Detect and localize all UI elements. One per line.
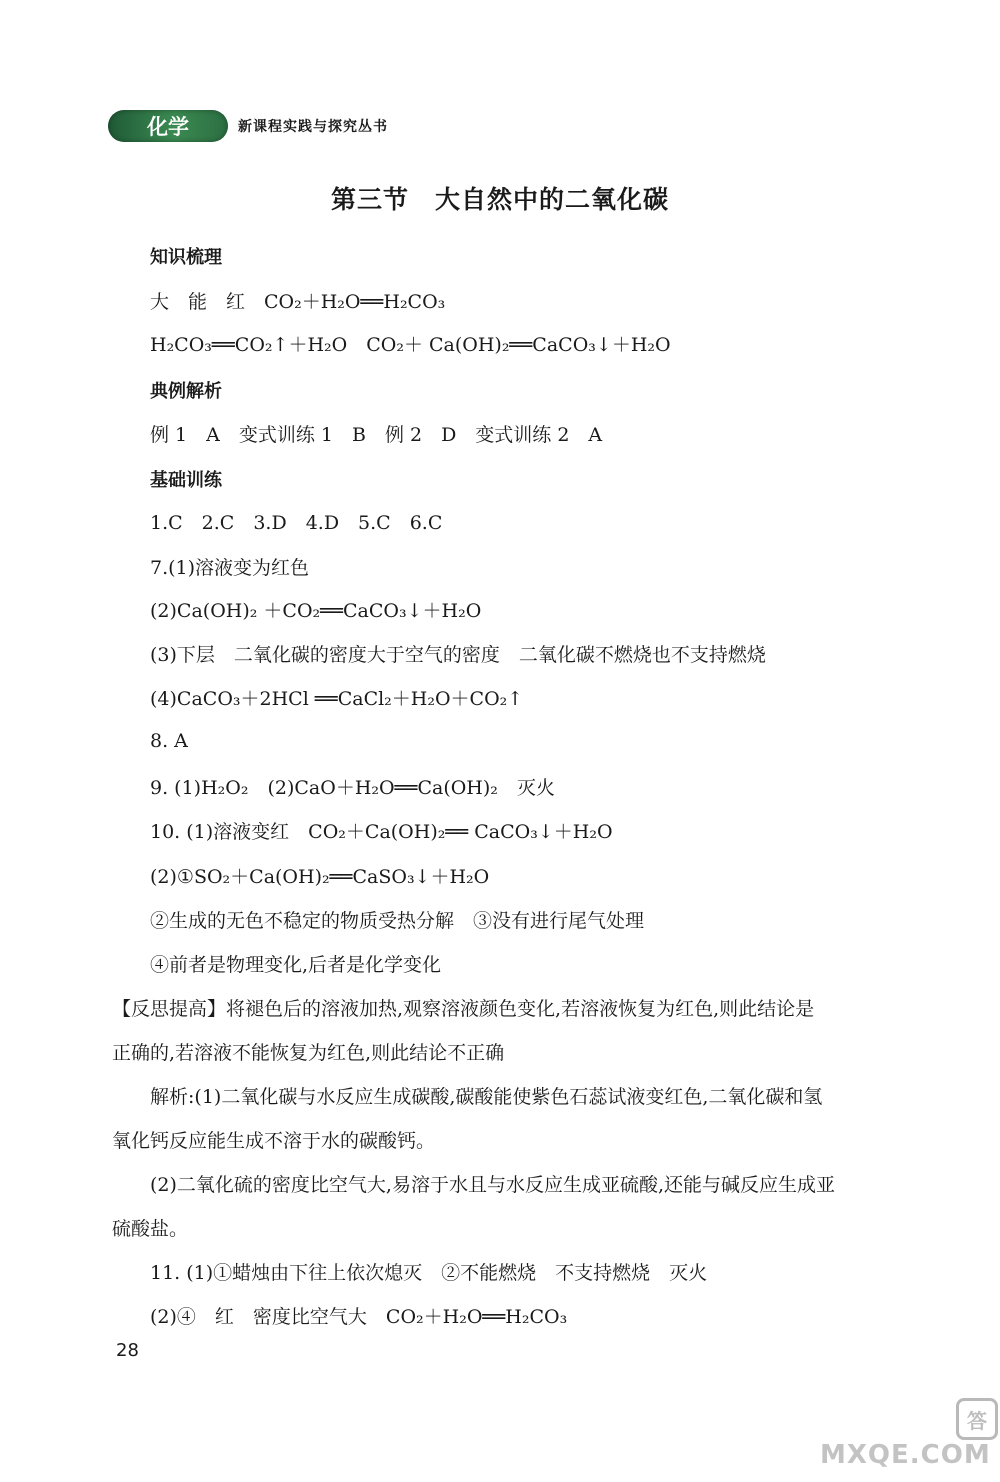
answer-8: 8. A [150, 730, 188, 752]
reflection-line-2: 正确的,若溶液不能恢复为红色,则此结论不正确 [112, 1042, 505, 1064]
heading-basic-training: 基础训练 [150, 470, 222, 491]
watermark-logo-icon: 答 [956, 1398, 998, 1440]
answer-10-2: (2)①SO₂＋Ca(OH)₂══CaSO₃↓＋H₂O [150, 866, 490, 888]
answer-7-1: 7.(1)溶液变为红色 [150, 557, 310, 579]
heading-knowledge: 知识梳理 [150, 247, 222, 268]
examples-answers: 例 1 A 变式训练 1 B 例 2 D 变式训练 2 A [150, 424, 603, 446]
analysis-line-2: 氧化钙反应能生成不溶于水的碳酸钙。 [112, 1130, 436, 1152]
reflection-line-1: 【反思提高】将褪色后的溶液加热,观察溶液颜色变化,若溶液恢复为红色,则此结论是 [112, 998, 815, 1020]
answer-10-2b: ②生成的无色不稳定的物质受热分解 ③没有进行尾气处理 [150, 910, 645, 932]
series-title: 新课程实践与探究丛书 [238, 119, 388, 135]
knowledge-line-1: 大 能 红 CO₂＋H₂O══H₂CO₃ [150, 291, 446, 313]
knowledge-line-2: H₂CO₃══CO₂↑＋H₂O CO₂＋ Ca(OH)₂══CaCO₃↓＋H₂O [150, 334, 671, 356]
answer-9: 9. (1)H₂O₂ (2)CaO＋H₂O══Ca(OH)₂ 灭火 [150, 777, 555, 799]
watermark-url: MXQE.COM [820, 1440, 991, 1470]
subject-badge: 化学 [108, 110, 228, 142]
analysis-line-3: (2)二氧化硫的密度比空气大,易溶于水且与水反应生成亚硫酸,还能与碱反应生成亚 [150, 1174, 835, 1196]
analysis-line-1: 解析:(1)二氧化碳与水反应生成碳酸,碳酸能使紫色石蕊试液变红色,二氧化碳和氢 [150, 1086, 823, 1108]
analysis-line-4: 硫酸盐。 [112, 1218, 189, 1240]
answer-7-3: (3)下层 二氧化碳的密度大于空气的密度 二氧化碳不燃烧也不支持燃烧 [150, 644, 766, 666]
heading-examples: 典例解析 [150, 381, 222, 402]
answer-7-4: (4)CaCO₃＋2HCl ══CaCl₂＋H₂O＋CO₂↑ [150, 688, 524, 710]
answer-11-2: (2)④ 红 密度比空气大 CO₂＋H₂O══H₂CO₃ [150, 1306, 568, 1328]
answer-11-1: 11. (1)①蜡烛由下往上依次熄灭 ②不能燃烧 不支持燃烧 灭火 [150, 1262, 708, 1284]
answer-7-2: (2)Ca(OH)₂ ＋CO₂══CaCO₃↓＋H₂O [150, 600, 482, 622]
answer-10-1: 10. (1)溶液变红 CO₂＋Ca(OH)₂══ CaCO₃↓＋H₂O [150, 821, 613, 843]
page-number: 28 [116, 1340, 139, 1361]
answers-1-6: 1.C 2.C 3.D 4.D 5.C 6.C [150, 512, 443, 534]
section-title: 第三节 大自然中的二氧化碳 [330, 185, 669, 214]
answer-10-2c: ④前者是物理变化,后者是化学变化 [150, 954, 442, 976]
page-header [108, 110, 388, 142]
